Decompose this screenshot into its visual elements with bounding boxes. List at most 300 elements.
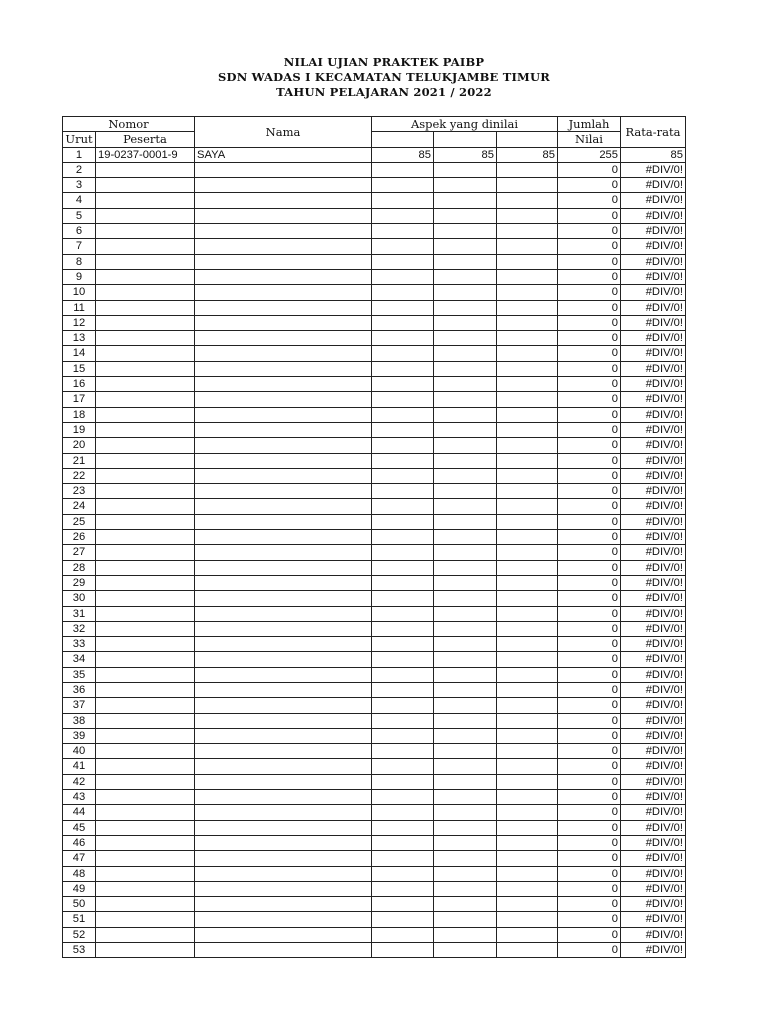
cell-urut: 44 xyxy=(63,805,96,820)
cell-aspek-1 xyxy=(372,621,434,636)
cell-aspek-2 xyxy=(434,499,497,514)
cell-peserta xyxy=(96,790,195,805)
cell-nama xyxy=(195,193,372,208)
cell-aspek-1 xyxy=(372,392,434,407)
cell-aspek-1 xyxy=(372,208,434,223)
cell-nama xyxy=(195,943,372,958)
cell-aspek-1 xyxy=(372,652,434,667)
cell-aspek-3 xyxy=(497,851,558,866)
header-aspek-1 xyxy=(372,132,434,147)
cell-aspek-2 xyxy=(434,652,497,667)
cell-aspek-2 xyxy=(434,621,497,636)
table-row xyxy=(63,530,686,545)
cell-peserta xyxy=(96,453,195,468)
cell-jumlah: 0 xyxy=(558,208,621,223)
cell-rata-rata: #DIV/0! xyxy=(621,606,686,621)
cell-peserta xyxy=(96,835,195,850)
cell-aspek-3 xyxy=(497,682,558,697)
cell-aspek-2 xyxy=(434,407,497,422)
cell-nama xyxy=(195,346,372,361)
cell-aspek-3 xyxy=(497,545,558,560)
cell-aspek-3 xyxy=(497,269,558,284)
cell-nama xyxy=(195,178,372,193)
cell-jumlah: 0 xyxy=(558,637,621,652)
cell-jumlah: 0 xyxy=(558,575,621,590)
cell-aspek-2 xyxy=(434,897,497,912)
table-row xyxy=(63,269,686,284)
cell-aspek-2 xyxy=(434,866,497,881)
cell-aspek-1 xyxy=(372,637,434,652)
cell-nama xyxy=(195,422,372,437)
table-row xyxy=(63,315,686,330)
cell-rata-rata: #DIV/0! xyxy=(621,667,686,682)
cell-aspek-1 xyxy=(372,422,434,437)
cell-aspek-1 xyxy=(372,377,434,392)
cell-peserta xyxy=(96,774,195,789)
cell-aspek-3 xyxy=(497,514,558,529)
cell-aspek-2 xyxy=(434,774,497,789)
cell-aspek-1 xyxy=(372,759,434,774)
cell-nama xyxy=(195,591,372,606)
cell-peserta xyxy=(96,820,195,835)
cell-jumlah: 0 xyxy=(558,269,621,284)
cell-aspek-2 xyxy=(434,346,497,361)
cell-rata-rata: #DIV/0! xyxy=(621,912,686,927)
cell-peserta xyxy=(96,713,195,728)
cell-aspek-1 xyxy=(372,407,434,422)
cell-aspek-2: 85 xyxy=(434,147,497,162)
cell-jumlah: 0 xyxy=(558,591,621,606)
cell-jumlah: 0 xyxy=(558,193,621,208)
cell-rata-rata: #DIV/0! xyxy=(621,285,686,300)
cell-aspek-2 xyxy=(434,193,497,208)
table-row xyxy=(63,468,686,483)
cell-aspek-3 xyxy=(497,193,558,208)
cell-nama xyxy=(195,881,372,896)
cell-peserta xyxy=(96,407,195,422)
cell-rata-rata: #DIV/0! xyxy=(621,560,686,575)
table-row xyxy=(63,943,686,958)
cell-aspek-3 xyxy=(497,805,558,820)
cell-aspek-3 xyxy=(497,392,558,407)
header-rata-rata: Rata-rata xyxy=(621,117,686,148)
table-row xyxy=(63,652,686,667)
cell-peserta xyxy=(96,759,195,774)
cell-jumlah: 0 xyxy=(558,774,621,789)
cell-peserta xyxy=(96,193,195,208)
cell-aspek-1 xyxy=(372,269,434,284)
cell-jumlah: 0 xyxy=(558,499,621,514)
cell-peserta xyxy=(96,514,195,529)
cell-jumlah: 0 xyxy=(558,759,621,774)
table-row xyxy=(63,361,686,376)
cell-peserta xyxy=(96,438,195,453)
cell-rata-rata: #DIV/0! xyxy=(621,178,686,193)
cell-jumlah: 0 xyxy=(558,361,621,376)
cell-rata-rata: #DIV/0! xyxy=(621,759,686,774)
cell-jumlah: 0 xyxy=(558,835,621,850)
cell-aspek-2 xyxy=(434,239,497,254)
cell-aspek-1 xyxy=(372,331,434,346)
cell-urut: 49 xyxy=(63,881,96,896)
cell-urut: 29 xyxy=(63,575,96,590)
cell-rata-rata: #DIV/0! xyxy=(621,820,686,835)
cell-peserta xyxy=(96,254,195,269)
cell-aspek-3 xyxy=(497,698,558,713)
cell-peserta xyxy=(96,269,195,284)
cell-peserta xyxy=(96,897,195,912)
cell-nama xyxy=(195,621,372,636)
cell-urut: 20 xyxy=(63,438,96,453)
cell-aspek-2 xyxy=(434,744,497,759)
cell-rata-rata: #DIV/0! xyxy=(621,484,686,499)
cell-urut: 5 xyxy=(63,208,96,223)
cell-jumlah: 0 xyxy=(558,682,621,697)
cell-aspek-1 xyxy=(372,361,434,376)
cell-aspek-3 xyxy=(497,820,558,835)
cell-urut: 43 xyxy=(63,790,96,805)
cell-rata-rata: #DIV/0! xyxy=(621,269,686,284)
cell-nama xyxy=(195,774,372,789)
table-row xyxy=(63,744,686,759)
cell-rata-rata: 85 xyxy=(621,147,686,162)
table-row xyxy=(63,193,686,208)
score-table xyxy=(62,116,686,958)
cell-aspek-3 xyxy=(497,790,558,805)
cell-jumlah: 0 xyxy=(558,285,621,300)
table-row xyxy=(63,927,686,942)
cell-nama xyxy=(195,820,372,835)
cell-urut: 15 xyxy=(63,361,96,376)
cell-aspek-2 xyxy=(434,331,497,346)
cell-nama xyxy=(195,392,372,407)
cell-aspek-3 xyxy=(497,484,558,499)
cell-urut: 10 xyxy=(63,285,96,300)
cell-aspek-1: 85 xyxy=(372,147,434,162)
cell-aspek-1 xyxy=(372,774,434,789)
cell-nama xyxy=(195,637,372,652)
header-urut: Urut xyxy=(63,132,96,147)
header-row-2 xyxy=(63,132,686,147)
cell-rata-rata: #DIV/0! xyxy=(621,698,686,713)
cell-urut: 41 xyxy=(63,759,96,774)
cell-aspek-2 xyxy=(434,392,497,407)
cell-urut: 25 xyxy=(63,514,96,529)
table-row xyxy=(63,285,686,300)
header-peserta: Peserta xyxy=(96,132,195,147)
cell-nama xyxy=(195,453,372,468)
cell-aspek-1 xyxy=(372,682,434,697)
cell-nama xyxy=(195,438,372,453)
cell-aspek-2 xyxy=(434,943,497,958)
cell-aspek-3 xyxy=(497,912,558,927)
cell-nama xyxy=(195,484,372,499)
cell-aspek-3 xyxy=(497,637,558,652)
cell-peserta xyxy=(96,377,195,392)
cell-aspek-2 xyxy=(434,667,497,682)
cell-nama xyxy=(195,606,372,621)
table-row xyxy=(63,621,686,636)
cell-rata-rata: #DIV/0! xyxy=(621,331,686,346)
cell-peserta xyxy=(96,346,195,361)
cell-rata-rata: #DIV/0! xyxy=(621,774,686,789)
cell-urut: 28 xyxy=(63,560,96,575)
cell-rata-rata: #DIV/0! xyxy=(621,866,686,881)
table-row xyxy=(63,147,686,162)
cell-aspek-3 xyxy=(497,422,558,437)
cell-rata-rata: #DIV/0! xyxy=(621,514,686,529)
cell-urut: 11 xyxy=(63,300,96,315)
cell-aspek-1 xyxy=(372,881,434,896)
table-row xyxy=(63,208,686,223)
cell-aspek-2 xyxy=(434,881,497,896)
table-row xyxy=(63,682,686,697)
cell-aspek-1 xyxy=(372,744,434,759)
cell-aspek-1 xyxy=(372,468,434,483)
cell-peserta xyxy=(96,682,195,697)
cell-peserta xyxy=(96,927,195,942)
cell-aspek-3 xyxy=(497,208,558,223)
table-body xyxy=(63,147,686,958)
cell-aspek-3 xyxy=(497,927,558,942)
cell-jumlah: 0 xyxy=(558,728,621,743)
cell-aspek-3 xyxy=(497,468,558,483)
cell-aspek-1 xyxy=(372,820,434,835)
cell-aspek-2 xyxy=(434,820,497,835)
cell-aspek-1 xyxy=(372,606,434,621)
table-row xyxy=(63,667,686,682)
cell-rata-rata: #DIV/0! xyxy=(621,621,686,636)
cell-urut: 6 xyxy=(63,224,96,239)
cell-jumlah: 0 xyxy=(558,315,621,330)
cell-aspek-3 xyxy=(497,239,558,254)
cell-jumlah: 0 xyxy=(558,300,621,315)
cell-rata-rata: #DIV/0! xyxy=(621,652,686,667)
cell-aspek-1 xyxy=(372,438,434,453)
table-row xyxy=(63,178,686,193)
cell-rata-rata: #DIV/0! xyxy=(621,682,686,697)
cell-rata-rata: #DIV/0! xyxy=(621,591,686,606)
cell-rata-rata: #DIV/0! xyxy=(621,407,686,422)
cell-rata-rata: #DIV/0! xyxy=(621,162,686,177)
cell-rata-rata: #DIV/0! xyxy=(621,713,686,728)
cell-aspek-3 xyxy=(497,744,558,759)
cell-aspek-3 xyxy=(497,943,558,958)
cell-jumlah: 0 xyxy=(558,407,621,422)
cell-urut: 37 xyxy=(63,698,96,713)
cell-rata-rata: #DIV/0! xyxy=(621,927,686,942)
cell-peserta xyxy=(96,545,195,560)
cell-urut: 21 xyxy=(63,453,96,468)
table-row xyxy=(63,545,686,560)
cell-urut: 27 xyxy=(63,545,96,560)
cell-rata-rata: #DIV/0! xyxy=(621,575,686,590)
cell-aspek-1 xyxy=(372,285,434,300)
cell-aspek-3 xyxy=(497,591,558,606)
cell-aspek-3 xyxy=(497,331,558,346)
cell-aspek-2 xyxy=(434,377,497,392)
cell-nama xyxy=(195,285,372,300)
cell-aspek-1 xyxy=(372,835,434,850)
cell-urut: 22 xyxy=(63,468,96,483)
cell-urut: 33 xyxy=(63,637,96,652)
cell-aspek-3 xyxy=(497,759,558,774)
cell-aspek-2 xyxy=(434,361,497,376)
cell-rata-rata: #DIV/0! xyxy=(621,835,686,850)
table-row xyxy=(63,514,686,529)
cell-aspek-3 xyxy=(497,453,558,468)
cell-rata-rata: #DIV/0! xyxy=(621,224,686,239)
cell-peserta xyxy=(96,468,195,483)
cell-rata-rata: #DIV/0! xyxy=(621,438,686,453)
cell-aspek-3 xyxy=(497,530,558,545)
cell-nama xyxy=(195,499,372,514)
cell-nama xyxy=(195,514,372,529)
cell-aspek-3 xyxy=(497,224,558,239)
cell-aspek-1 xyxy=(372,943,434,958)
cell-nama xyxy=(195,560,372,575)
cell-aspek-2 xyxy=(434,422,497,437)
cell-rata-rata: #DIV/0! xyxy=(621,943,686,958)
cell-nama xyxy=(195,682,372,697)
cell-aspek-1 xyxy=(372,897,434,912)
header-row-1 xyxy=(63,117,686,132)
table-row xyxy=(63,239,686,254)
header-aspek: Aspek yang dinilai xyxy=(372,117,558,132)
cell-aspek-3 xyxy=(497,835,558,850)
cell-jumlah: 0 xyxy=(558,912,621,927)
table-row xyxy=(63,346,686,361)
cell-aspek-3 xyxy=(497,774,558,789)
cell-urut: 50 xyxy=(63,897,96,912)
table-row xyxy=(63,866,686,881)
cell-peserta xyxy=(96,530,195,545)
cell-aspek-2 xyxy=(434,208,497,223)
cell-aspek-1 xyxy=(372,499,434,514)
cell-nama xyxy=(195,162,372,177)
cell-aspek-1 xyxy=(372,728,434,743)
cell-peserta xyxy=(96,667,195,682)
cell-jumlah: 0 xyxy=(558,560,621,575)
header-jumlah: Jumlah xyxy=(558,117,621,132)
cell-rata-rata: #DIV/0! xyxy=(621,805,686,820)
cell-aspek-3 xyxy=(497,560,558,575)
cell-jumlah: 0 xyxy=(558,545,621,560)
cell-aspek-2 xyxy=(434,575,497,590)
cell-aspek-3 xyxy=(497,285,558,300)
cell-aspek-1 xyxy=(372,315,434,330)
cell-aspek-1 xyxy=(372,530,434,545)
cell-jumlah: 0 xyxy=(558,453,621,468)
cell-nama xyxy=(195,254,372,269)
cell-aspek-2 xyxy=(434,835,497,850)
cell-urut: 53 xyxy=(63,943,96,958)
cell-peserta xyxy=(96,499,195,514)
table-row xyxy=(63,407,686,422)
cell-urut: 42 xyxy=(63,774,96,789)
cell-jumlah: 0 xyxy=(558,239,621,254)
table-row xyxy=(63,591,686,606)
table-row xyxy=(63,331,686,346)
cell-urut: 3 xyxy=(63,178,96,193)
cell-aspek-1 xyxy=(372,254,434,269)
cell-nama: SAYA xyxy=(195,147,372,162)
cell-aspek-1 xyxy=(372,300,434,315)
cell-urut: 31 xyxy=(63,606,96,621)
cell-aspek-1 xyxy=(372,713,434,728)
cell-aspek-1 xyxy=(372,453,434,468)
cell-urut: 51 xyxy=(63,912,96,927)
cell-aspek-1 xyxy=(372,591,434,606)
cell-urut: 23 xyxy=(63,484,96,499)
cell-urut: 32 xyxy=(63,621,96,636)
cell-rata-rata: #DIV/0! xyxy=(621,254,686,269)
cell-rata-rata: #DIV/0! xyxy=(621,422,686,437)
cell-aspek-2 xyxy=(434,682,497,697)
cell-urut: 48 xyxy=(63,866,96,881)
cell-aspek-2 xyxy=(434,530,497,545)
cell-rata-rata: #DIV/0! xyxy=(621,361,686,376)
table-row xyxy=(63,698,686,713)
cell-rata-rata: #DIV/0! xyxy=(621,239,686,254)
cell-aspek-2 xyxy=(434,254,497,269)
cell-aspek-3 xyxy=(497,346,558,361)
cell-rata-rata: #DIV/0! xyxy=(621,790,686,805)
cell-aspek-3 xyxy=(497,881,558,896)
cell-aspek-3 xyxy=(497,315,558,330)
cell-aspek-2 xyxy=(434,438,497,453)
cell-aspek-2 xyxy=(434,315,497,330)
cell-peserta xyxy=(96,208,195,223)
cell-nama xyxy=(195,224,372,239)
cell-urut: 13 xyxy=(63,331,96,346)
cell-nama xyxy=(195,468,372,483)
cell-nama xyxy=(195,530,372,545)
cell-rata-rata: #DIV/0! xyxy=(621,377,686,392)
cell-aspek-2 xyxy=(434,591,497,606)
cell-jumlah: 0 xyxy=(558,331,621,346)
table-row xyxy=(63,835,686,850)
cell-aspek-3 xyxy=(497,361,558,376)
table-row xyxy=(63,392,686,407)
cell-peserta xyxy=(96,943,195,958)
cell-nama xyxy=(195,835,372,850)
table-row xyxy=(63,912,686,927)
cell-jumlah: 0 xyxy=(558,652,621,667)
cell-nama xyxy=(195,805,372,820)
cell-aspek-2 xyxy=(434,453,497,468)
cell-jumlah: 0 xyxy=(558,178,621,193)
cell-peserta xyxy=(96,728,195,743)
cell-aspek-2 xyxy=(434,560,497,575)
cell-rata-rata: #DIV/0! xyxy=(621,545,686,560)
cell-jumlah: 0 xyxy=(558,530,621,545)
header-nilai: Nilai xyxy=(558,132,621,147)
cell-peserta xyxy=(96,315,195,330)
cell-nama xyxy=(195,744,372,759)
cell-peserta xyxy=(96,422,195,437)
cell-aspek-1 xyxy=(372,698,434,713)
cell-jumlah: 0 xyxy=(558,698,621,713)
cell-urut: 7 xyxy=(63,239,96,254)
cell-peserta xyxy=(96,392,195,407)
cell-jumlah: 0 xyxy=(558,224,621,239)
table-row xyxy=(63,453,686,468)
cell-peserta xyxy=(96,331,195,346)
header-aspek-3 xyxy=(497,132,558,147)
cell-jumlah: 0 xyxy=(558,606,621,621)
cell-nama xyxy=(195,912,372,927)
